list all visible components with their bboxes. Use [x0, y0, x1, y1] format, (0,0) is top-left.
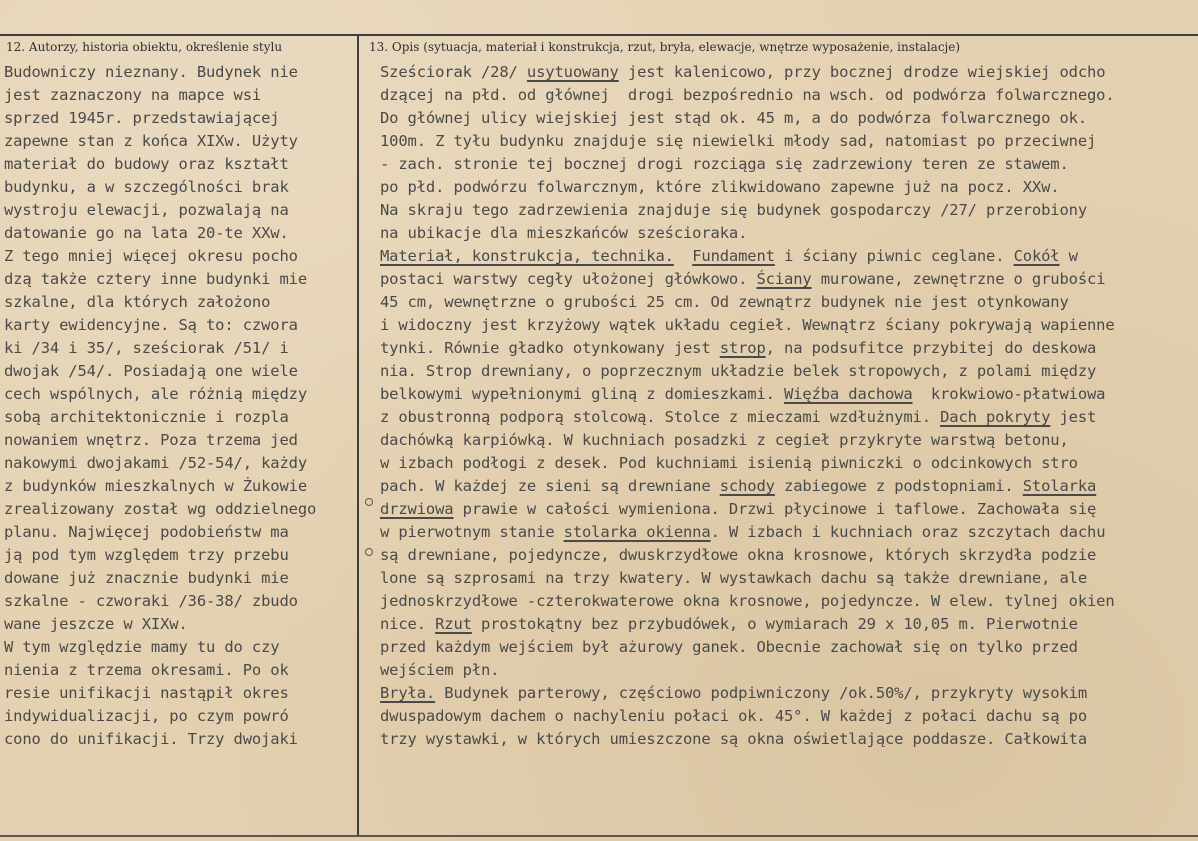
text-line [380, 360, 1180, 383]
text-segment: prawie w całości wymieniona. Drzwi płycinowe i taflowe. Zachowała się [453, 500, 1097, 518]
text-segment: wejściem płn. [380, 661, 500, 679]
text-segment: - zach. stronie tej bocznej drogi rozciąga się zadrzewiony teren ze stawem. [380, 155, 1069, 173]
text-line: sobą architektonicznie i rozpla [4, 408, 289, 426]
underlined-term: drzwiowa [380, 500, 454, 518]
text-line: karty ewidencyjne. Są to: czwora [4, 316, 298, 334]
text-line: dzą także cztery inne budynki mie [4, 270, 307, 288]
text-line [380, 61, 1180, 84]
text-line: szkalne, dla których założono [4, 293, 271, 311]
text-line: sprzed 1945r. przedstawiającej [4, 109, 280, 127]
text-line [380, 452, 1180, 475]
text-line: ki /34 i 35/, sześciorak /51/ i [4, 339, 289, 357]
underlined-term: Dach pokryty [940, 408, 1051, 426]
text-line [380, 728, 1180, 751]
text-line [380, 475, 1180, 498]
text-segment: Sześciorak /28/ [380, 63, 527, 81]
text-segment: po płd. podwórzu folwarcznym, które zlikwidowano zapewne już na pocz. XXw. [380, 178, 1060, 196]
column-divider [357, 34, 359, 837]
text-segment: przed każdym wejściem był ażurowy ganek. Obecnie zachował się on tylko przed [380, 638, 1078, 656]
text-line [380, 567, 1180, 590]
binding-hole [365, 548, 373, 556]
underlined-term: usytuowany [526, 63, 619, 81]
text-line: datowanie go na lata 20-te XXw. [4, 224, 289, 242]
text-segment: nice. [380, 615, 436, 633]
text-line [380, 544, 1180, 567]
text-line [380, 245, 1180, 268]
text-segment: postaci warstwy cegły ułożonej główkowo. [380, 270, 757, 288]
text-segment: belkowymi wypełnionymi gliną z domieszkami. [380, 385, 784, 403]
text-segment: dwuspadowym dachem o nachyleniu połaci ok. 45°. W każdej z połaci dachu są po [380, 707, 1087, 725]
text-line [380, 613, 1180, 636]
text-segment: . W izbach i kuchniach oraz szczytach dachu [710, 523, 1106, 541]
underlined-term: schody [719, 477, 775, 495]
text-line [380, 406, 1180, 429]
text-segment: pach. W każdej ze sieni są drewniane [380, 477, 720, 495]
text-segment: prostokątny bez przybudówek, o wymiarach 29 x 10,05 m. Pierwotnie [471, 615, 1078, 633]
text-line [380, 337, 1180, 360]
text-segment: , na podsufitce przybitej do deskowa [765, 339, 1097, 357]
text-line: materiał do budowy oraz kształt [4, 155, 289, 173]
text-line: dwojak /54/. Posiadają one wiele [4, 362, 298, 380]
text-line [380, 590, 1180, 613]
text-segment: jednoskrzydłowe -czterokwaterowe okna krosnowe, pojedyncze. W elew. tylnej okien [380, 592, 1115, 610]
text-line [380, 130, 1180, 153]
section-12-heading: 12. Autorzy, historia obiektu, określenie stylu [6, 40, 283, 54]
text-segment: dzącej na płd. od głównej drogi bezpośrednio na wsch. od podwórza folwarcznego. [380, 86, 1115, 104]
text-segment: i ściany piwnic ceglane. [774, 247, 1014, 265]
binding-hole [365, 498, 373, 506]
text-segment: są drewniane, pojedyncze, dwuskrzydłowe okna krosnowe, których skrzydła podzie [380, 546, 1097, 564]
underlined-term: Więźba dachowa [784, 385, 913, 403]
underlined-term: strop [719, 339, 766, 357]
text-line: jest zaznaczony na mapce wsi [4, 86, 262, 104]
text-segment: jest kalenicowo, przy bocznej drodze wiejskiej odcho [618, 63, 1106, 81]
text-segment: i widoczny jest krzyżowy wątek układu cegieł. Wewnątrz ściany pokrywają wapienne [380, 316, 1115, 334]
bottom-edge [0, 835, 1198, 837]
text-line: nakowymi dwojakami /52-54/, każdy [4, 454, 307, 472]
text-segment: murowane, zewnętrzne o grubości [811, 270, 1106, 288]
text-line [380, 314, 1180, 337]
text-line: Budowniczy nieznany. Budynek nie [4, 63, 298, 81]
underlined-term: Materiał, konstrukcja, technika. [380, 247, 674, 265]
text-segment: nia. Strop drewniany, o poprzecznym układzie belek stropowych, z polami między [380, 362, 1097, 380]
text-segment: krokwiowo-płatwiowa [912, 385, 1106, 403]
text-line: dowane już znacznie budynki mie [4, 569, 289, 587]
text-line [380, 383, 1180, 406]
text-line: zapewne stan z końca XIXw. Użyty [4, 132, 298, 150]
text-segment: Do głównej ulicy wiejskiej jest stąd ok. 45 m, a do podwórza folwarcznego ok. [380, 109, 1087, 127]
text-line: zrealizowany został wg oddzielnego [4, 500, 317, 518]
text-segment: trzy wystawki, w których umieszczone są okna oświetlające poddasze. Całkowita [380, 730, 1087, 748]
text-line: indywidualizacji, po czym powró [4, 707, 289, 725]
text-line [380, 199, 1180, 222]
text-line: budynku, a w szczególności brak [4, 178, 289, 196]
underlined-term: Bryła. [380, 684, 436, 702]
text-line: Z tego mniej więcej okresu pocho [4, 247, 298, 265]
text-line: ją pod tym względem trzy przebu [4, 546, 289, 564]
text-segment: tynki. Równie gładko otynkowany jest [380, 339, 720, 357]
text-segment: w pierwotnym stanie [380, 523, 564, 541]
underlined-term: Fundament [692, 247, 775, 265]
text-line [380, 291, 1180, 314]
text-line [380, 682, 1180, 705]
text-line: cech wspólnych, ale różnią między [4, 385, 307, 403]
text-segment: jest [1050, 408, 1097, 426]
text-segment: zabiegowe z podstopniami. [774, 477, 1023, 495]
text-segment: na ubikacje dla mieszkańców sześcioraka. [380, 224, 748, 242]
underlined-term: Stolarka [1022, 477, 1097, 495]
text-line [380, 429, 1180, 452]
header-rule [0, 34, 1198, 36]
authors-history-text [4, 61, 356, 751]
text-line [380, 659, 1180, 682]
text-line: wane jeszcze w XIXw. [4, 615, 188, 633]
underlined-term: Ściany [756, 270, 812, 288]
text-line: W tym względzie mamy tu do czy [4, 638, 280, 656]
text-line: szkalne - czworaki /36-38/ zbudo [4, 592, 298, 610]
text-line [380, 153, 1180, 176]
text-segment: Na skraju tego zadrzewienia znajduje się budynek gospodarczy /27/ przerobiony [380, 201, 1087, 219]
text-line [380, 268, 1180, 291]
text-segment: lone są szprosami na trzy kwatery. W wystawkach dachu są także drewniane, ale [380, 569, 1087, 587]
text-segment: w [1059, 247, 1078, 265]
text-line [380, 498, 1180, 521]
underlined-term: Cokół [1013, 247, 1060, 265]
text-line: resie unifikacji nastąpił okres [4, 684, 289, 702]
text-line [380, 636, 1180, 659]
text-segment: 45 cm, wewnętrzne o grubości 25 cm. Od zewnątrz budynek nie jest otynkowany [380, 293, 1069, 311]
text-segment [674, 247, 692, 265]
text-segment: z obustronną podporą stolcową. Stolce z mieczami wzdłużnymi. [380, 408, 941, 426]
section-13-heading: 13. Opis (sytuacja, materiał i konstrukcja, rzut, bryła, elewacje, wnętrze wyposażenie, instalacje) [369, 40, 961, 54]
text-line: nienia z trzema okresami. Po ok [4, 661, 289, 679]
text-line: planu. Najwięcej podobieństw ma [4, 523, 289, 541]
text-segment: Budynek parterowy, częściowo podpiwniczony /ok.50%/, przykryty wysokim [435, 684, 1088, 702]
text-line: nowaniem wnętrz. Poza trzema jed [4, 431, 298, 449]
text-line [380, 705, 1180, 728]
text-segment: 100m. Z tyłu budynku znajduje się niewielki młody sad, natomiast po przeciwnej [380, 132, 1097, 150]
underlined-term: Rzut [435, 615, 472, 633]
text-line: z budynków mieszkalnych w Żukowie [4, 477, 307, 495]
description-text [380, 61, 1180, 751]
text-segment: dachówką karpiówką. W kuchniach posadzki z cegieł przykryte warstwą betonu, [380, 431, 1069, 449]
text-line [380, 107, 1180, 130]
text-line [380, 222, 1180, 245]
text-line [380, 521, 1180, 544]
text-segment: w izbach podłogi z desek. Pod kuchniami isienią piwniczki o odcinkowych stro [380, 454, 1078, 472]
text-line [380, 176, 1180, 199]
text-line: wystroju elewacji, pozwalają na [4, 201, 289, 219]
text-line: cono do unifikacji. Trzy dwojaki [4, 730, 298, 748]
text-line [380, 84, 1180, 107]
underlined-term: stolarka okienna [563, 523, 711, 541]
